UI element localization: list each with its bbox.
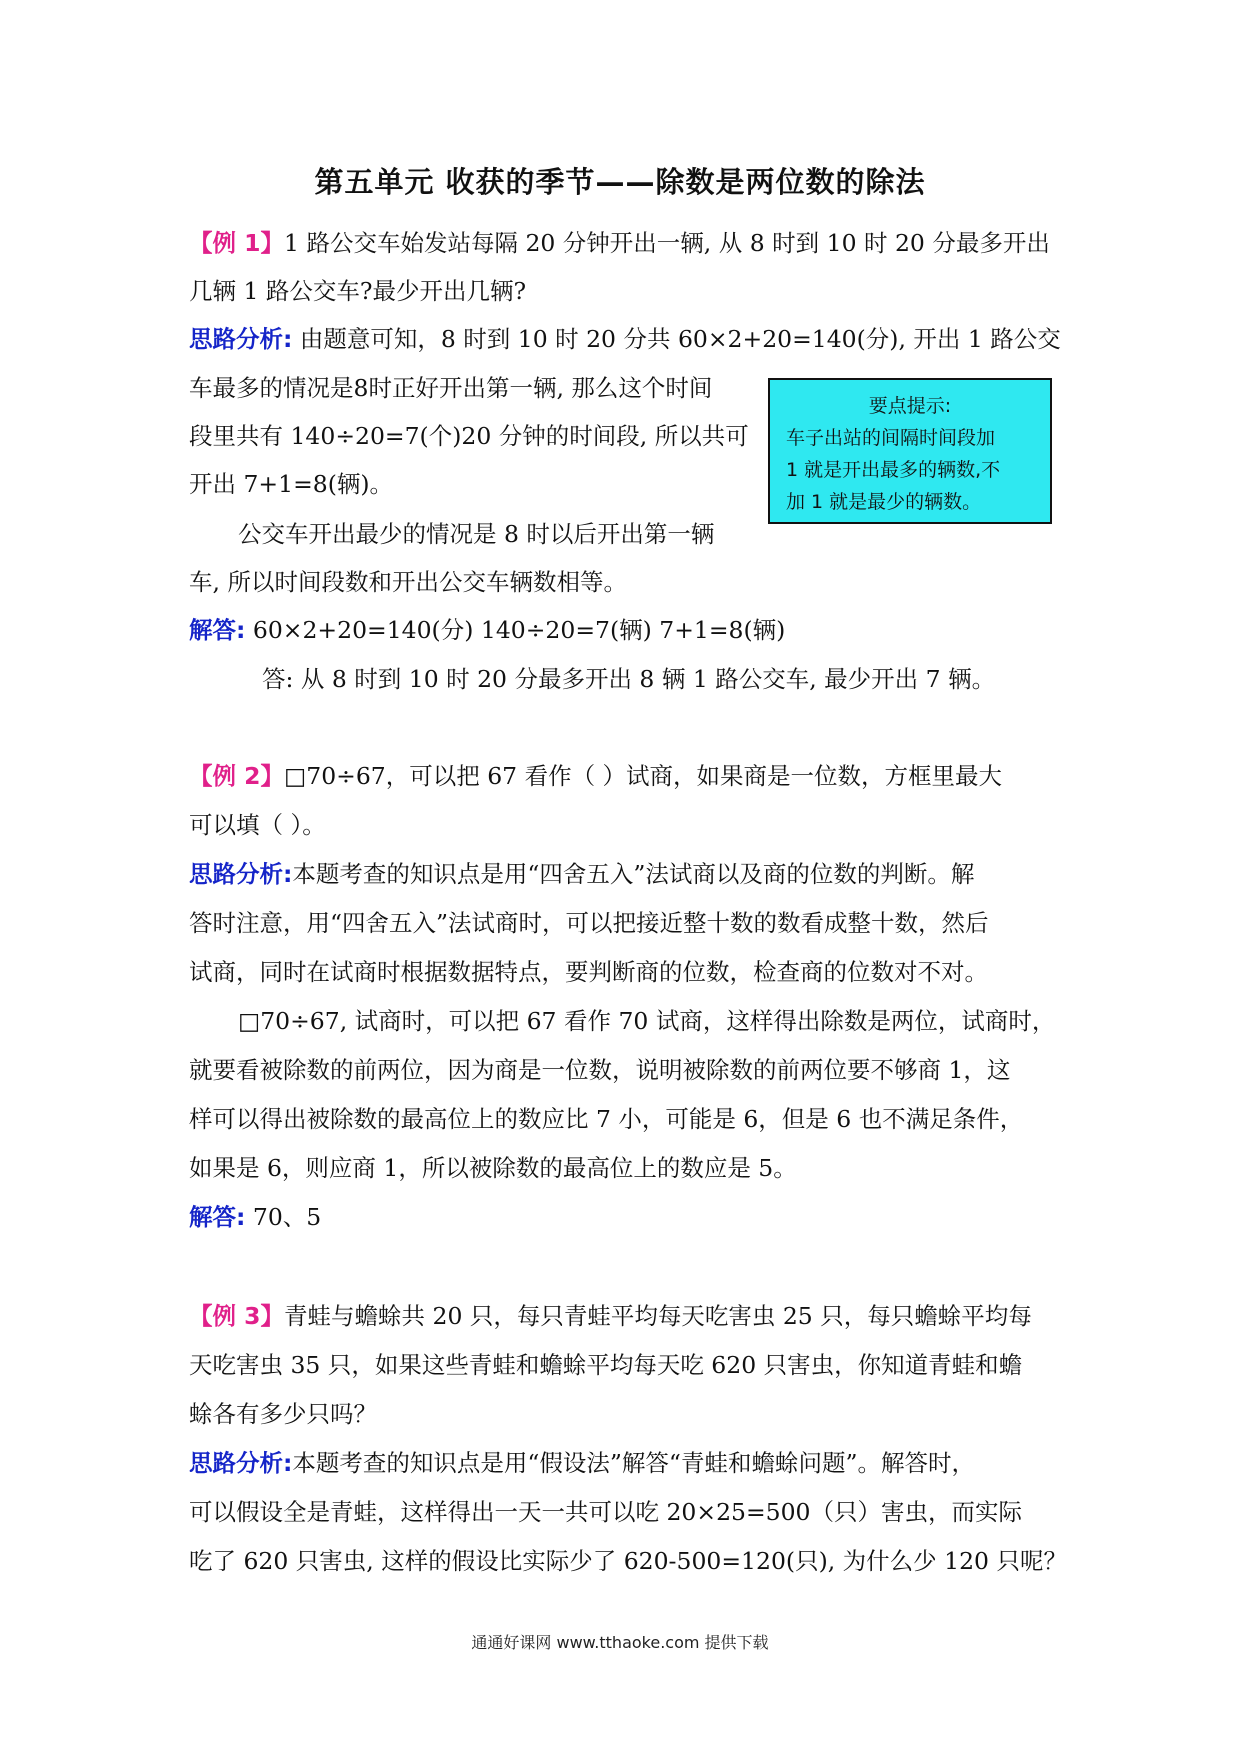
ex1-answer-line-2: 答: 从 8 时到 10 时 20 分最多开出 8 辆 1 路公交车, 最少开出 7 辆。 xyxy=(262,665,996,693)
ex3-analysis-line-2: 可以假设全是青蛙，这样得出一天一共可以吃 20×25=500（只）害虫，而实际 xyxy=(189,1498,1023,1526)
ex1-analysis-line-4: 开出 7+1=8(辆)。 xyxy=(189,470,394,498)
ex1-analysis-label: 思路分析: xyxy=(189,325,293,353)
ex1-answer-line-1: 解答: 60×2+20=140(分) 140÷20=7(辆) 7+1=8(辆) xyxy=(189,616,786,644)
ex1-question-line-1: 【例 1】1 路公交车始发站每隔 20 分钟开出一辆, 从 8 时到 10 时 20 分最多开出 xyxy=(189,229,1050,257)
tip-line-3: 加 1 就是最少的辆数。 xyxy=(786,491,982,513)
ex2-analysis-line-5: 就要看被除数的前两位，因为商是一位数，说明被除数的前两位要不够商 1，这 xyxy=(189,1056,1011,1084)
ex3-analysis-line-1: 思路分析:本题考查的知识点是用“假设法”解答“青蛙和蟾蜍问题”。解答时， xyxy=(189,1449,975,1477)
ex1-analysis-line-6: 车, 所以时间段数和开出公交车辆数相等。 xyxy=(189,568,627,596)
ex2-analysis-line-4: □70÷67, 试商时，可以把 67 看作 70 试商，这样得出除数是两位，试商时， xyxy=(238,1007,1056,1035)
ex2-analysis-line-2: 答时注意，用“四舍五入”法试商时，可以把接近整十数的数看成整十数，然后 xyxy=(189,909,989,937)
ex2-analysis-line-1: 思路分析:本题考查的知识点是用“四舍五入”法试商以及商的位数的判断。解 xyxy=(189,860,975,888)
tip-line-2: 1 就是开出最多的辆数,不 xyxy=(786,459,1001,481)
ex2-analysis-label: 思路分析: xyxy=(189,860,293,888)
ex2-analysis-line-3: 试商，同时在试商时根据数据特点，要判断商的位数，检查商的位数对不对。 xyxy=(189,958,988,986)
page-title: 第五单元 收获的季节——除数是两位数的除法 xyxy=(314,165,926,199)
ex3-question-line-2: 天吃害虫 35 只，如果这些青蛙和蟾蜍平均每天吃 620 只害虫，你知道青蛙和蟾 xyxy=(189,1351,1023,1379)
page-footer: 通通好课网 www.tthaoke.com 提供下载 xyxy=(471,1633,769,1652)
ex1-analysis-line-1: 思路分析: 由题意可知，8 时到 10 时 20 分共 60×2+20=140(分), 开出 1 路公交 xyxy=(189,325,1061,353)
ex2-analysis-line-7: 如果是 6，则应商 1，所以被除数的最高位上的数应是 5。 xyxy=(189,1154,797,1182)
ex1-answer-label: 解答: xyxy=(189,616,246,644)
key-point-tip-box xyxy=(768,378,1052,524)
ex2-answer-line: 解答: 70、5 xyxy=(189,1203,322,1231)
ex1-analysis-line-2: 车最多的情况是8时正好开出第一辆, 那么这个时间 xyxy=(189,374,713,402)
ex2-question-line-2: 可以填（ ）。 xyxy=(189,811,326,839)
ex2-analysis-line-6: 样可以得出被除数的最高位上的数应比 7 小，可能是 6，但是 6 也不满足条件， xyxy=(189,1105,1024,1133)
ex3-analysis-label: 思路分析: xyxy=(189,1449,293,1477)
ex2-label: 【例 2】 xyxy=(189,762,285,790)
ex3-analysis-line-3: 吃了 620 只害虫, 这样的假设比实际少了 620-500=120(只), 为什么少 120 只呢？ xyxy=(189,1547,1067,1575)
ex1-label: 【例 1】 xyxy=(189,229,285,257)
ex3-question-line-1: 【例 3】青蛙与蟾蜍共 20 只，每只青蛙平均每天吃害虫 25 只，每只蟾蜍平均每 xyxy=(189,1302,1032,1330)
ex1-analysis-line-3: 段里共有 140÷20=7(个)20 分钟的时间段, 所以共可 xyxy=(189,422,749,450)
ex2-question-line-1: 【例 2】□70÷67，可以把 67 看作（ ）试商，如果商是一位数，方框里最大 xyxy=(189,762,1003,790)
ex1-analysis-line-5: 公交车开出最少的情况是 8 时以后开出第一辆 xyxy=(238,520,715,548)
tip-line-1: 车子出站的间隔时间段加 xyxy=(786,427,996,449)
ex3-question-line-3: 蜍各有多少只吗？ xyxy=(189,1400,377,1428)
ex2-answer-label: 解答: xyxy=(189,1203,246,1231)
ex3-label: 【例 3】 xyxy=(189,1302,285,1330)
tip-title: 要点提示: xyxy=(868,395,952,417)
ex1-question-line-2: 几辆 1 路公交车?最少开出几辆? xyxy=(189,277,527,305)
